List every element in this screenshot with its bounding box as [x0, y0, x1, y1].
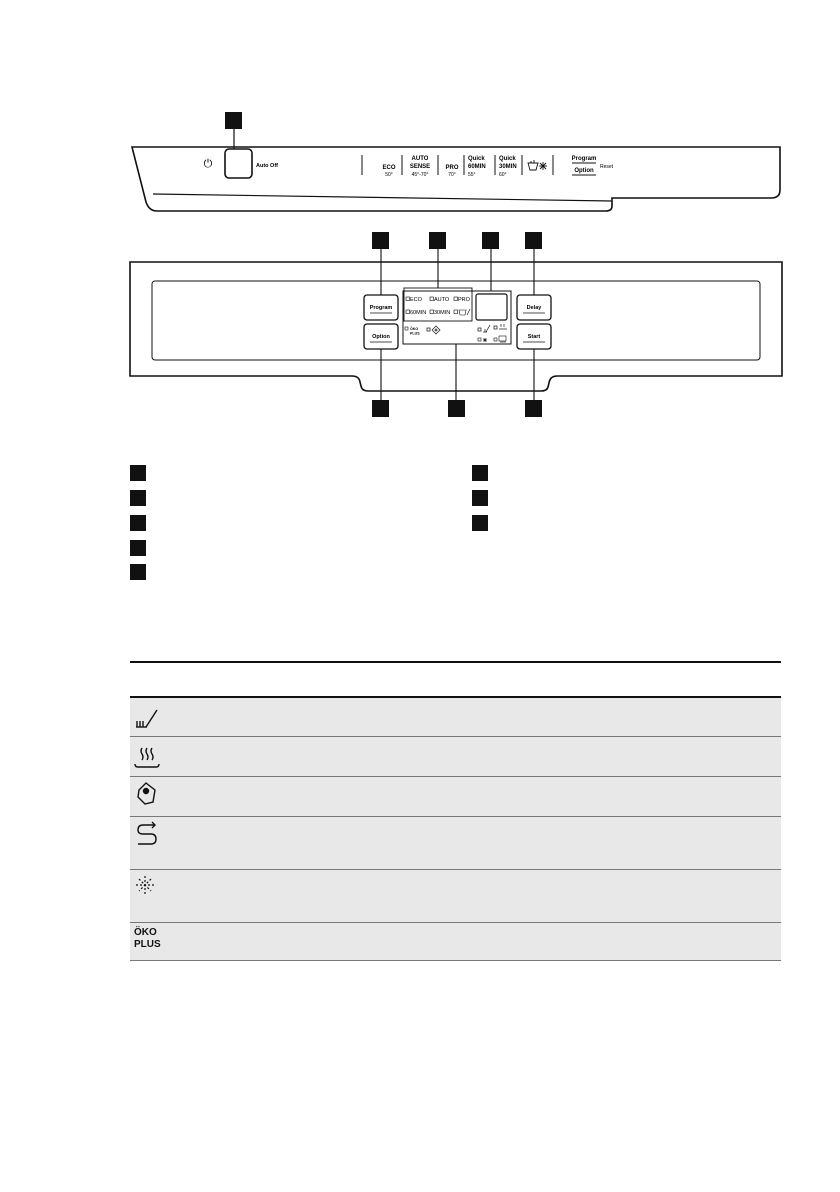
program-label: Program	[571, 156, 597, 162]
rinse-cycle-icon	[130, 817, 170, 855]
display-oko-line2: PLUS	[410, 331, 420, 336]
on-off-button[interactable]	[225, 149, 252, 178]
legend-item	[130, 490, 146, 506]
program-quick60-temp: 55°	[468, 172, 476, 178]
program-eco-temp: 50°	[385, 172, 393, 178]
program-quick30-label: Quick	[499, 156, 516, 162]
header-cell	[130, 662, 170, 697]
power-icon: ⏻	[203, 158, 213, 170]
top-panel	[132, 112, 780, 211]
table-cell	[170, 923, 781, 961]
bottom-panel	[130, 249, 782, 400]
legend	[130, 465, 650, 585]
oko-plus-line1: ÖKO	[134, 927, 157, 938]
table-cell	[170, 870, 781, 923]
sparkle-icon	[130, 870, 170, 908]
delay-button-label: Delay	[526, 305, 542, 311]
table-row	[130, 817, 781, 870]
table-cell	[130, 697, 170, 737]
program-eco-label: ECO	[382, 165, 396, 171]
program-button-label: Program	[369, 305, 393, 311]
callout-marker	[372, 232, 389, 249]
time-display	[476, 294, 507, 320]
callout-marker	[372, 400, 389, 417]
callout-marker	[525, 400, 542, 417]
program-quick30-label2: 30MIN	[499, 164, 517, 170]
option-button-label: Option	[372, 334, 390, 340]
table-cell	[170, 737, 781, 777]
table-row	[130, 697, 781, 737]
program-quick60-label: Quick	[468, 156, 485, 162]
header-cell	[170, 662, 781, 697]
legend-item	[130, 515, 146, 531]
display-30min: 30MIN	[434, 310, 451, 316]
display-eco: ECO	[410, 297, 422, 303]
table-row	[130, 737, 781, 777]
table-row	[130, 923, 781, 961]
callout-marker	[448, 400, 465, 417]
rinse-aid-icon	[130, 698, 170, 736]
table-cell	[130, 923, 170, 961]
table-row	[130, 777, 781, 817]
program-pro-temp: 70°	[448, 172, 456, 178]
tablet-icon	[130, 777, 170, 815]
legend-marker	[130, 465, 146, 481]
legend-marker	[130, 564, 146, 580]
display-pro: PRO	[458, 297, 470, 303]
indicator-symbols-table	[130, 661, 781, 961]
callout-markers-lower	[372, 400, 542, 417]
table-header-row	[130, 662, 781, 697]
program-quick30-temp: 60°	[499, 172, 507, 178]
table-cell	[170, 777, 781, 817]
display-oko-line1: ÖKO	[410, 327, 419, 331]
legend-marker	[130, 540, 146, 556]
legend-marker	[472, 465, 488, 481]
display-60min: 60MIN	[410, 310, 427, 316]
legend-item	[472, 490, 488, 506]
auto-off-label: Auto Off	[256, 163, 278, 169]
callout-markers-upper	[372, 232, 542, 249]
legend-marker	[130, 490, 146, 506]
oko-plus-icon	[130, 923, 170, 951]
table-cell	[130, 870, 170, 923]
legend-item	[472, 465, 488, 481]
legend-marker	[472, 490, 488, 506]
program-pro-label: PRO	[445, 165, 459, 171]
drying-icon	[130, 737, 170, 775]
table-cell	[130, 737, 170, 777]
table-cell	[170, 697, 781, 737]
legend-item	[130, 540, 146, 556]
program-auto-temp: 45°-70°	[411, 172, 429, 178]
legend-marker	[472, 515, 488, 531]
table-cell	[130, 777, 170, 817]
program-auto-label2: SENSE	[409, 164, 431, 170]
legend-item	[130, 465, 146, 481]
display-auto: AUTO	[434, 297, 450, 303]
table-row	[130, 870, 781, 923]
legend-marker	[130, 515, 146, 531]
table-cell	[170, 817, 781, 870]
option-label: Option	[574, 168, 594, 174]
legend-item	[472, 515, 488, 531]
callout-marker	[482, 232, 499, 249]
oko-plus-line2: PLUS	[134, 939, 161, 950]
program-quick60-label2: 60MIN	[468, 164, 486, 170]
callout-marker	[225, 112, 242, 129]
start-button-label: Start	[527, 334, 541, 340]
callout-marker	[429, 232, 446, 249]
table-cell	[130, 817, 170, 870]
legend-item	[130, 564, 146, 580]
program-auto-label: AUTO	[411, 156, 429, 162]
reset-label: Reset	[600, 164, 614, 170]
callout-marker	[525, 232, 542, 249]
